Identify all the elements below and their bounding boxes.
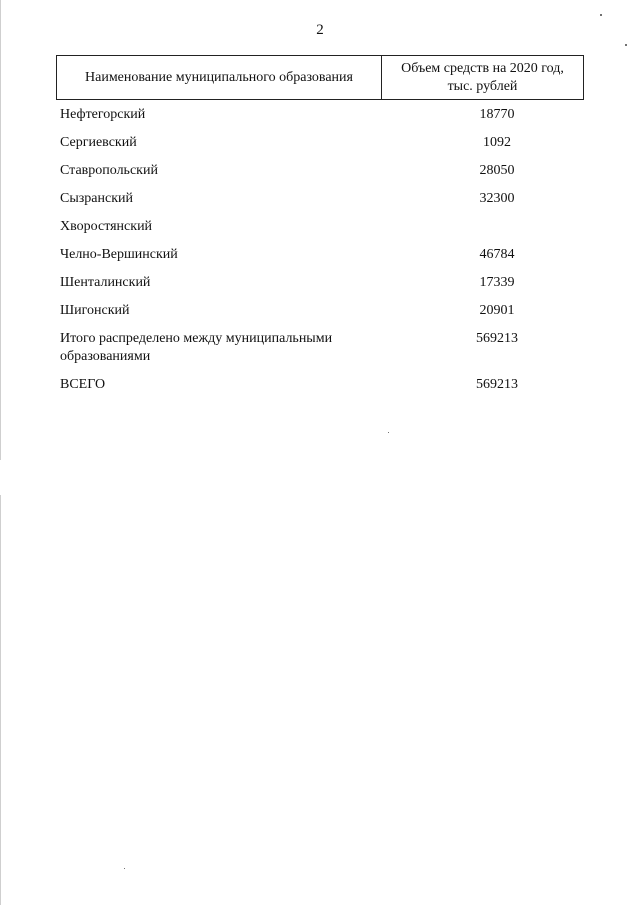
municipality-name: Челно-Вершинский bbox=[60, 247, 178, 262]
scan-speck bbox=[625, 44, 627, 46]
municipality-name: Нефтегорский bbox=[60, 107, 146, 122]
municipality-name: Шигонский bbox=[60, 303, 130, 318]
municipality-name: Сергиевский bbox=[60, 135, 137, 150]
scan-speck bbox=[124, 868, 125, 869]
funding-amount: 17339 bbox=[479, 275, 515, 290]
municipality-name: Шенталинский bbox=[60, 275, 151, 290]
funding-amount bbox=[370, 218, 580, 246]
funding-amount: 1092 bbox=[483, 135, 511, 150]
table-header bbox=[56, 55, 584, 100]
subtotal-label-line2: образованиями bbox=[60, 349, 151, 364]
table-row bbox=[60, 162, 580, 190]
subtotal-row bbox=[60, 330, 580, 376]
header-funding-amount-line1: Объем средств на 2020 год, bbox=[401, 60, 564, 76]
total-label: ВСЕГО bbox=[60, 377, 106, 392]
header-municipality-name: Наименование муниципального образования bbox=[57, 56, 382, 99]
table-row bbox=[60, 274, 580, 302]
funding-amount: 18770 bbox=[479, 107, 515, 122]
table-body bbox=[60, 106, 580, 404]
funding-amount: 20901 bbox=[479, 303, 515, 318]
table-row bbox=[60, 246, 580, 274]
funding-amount: 32300 bbox=[479, 191, 515, 206]
page-number: 2 bbox=[316, 22, 324, 38]
subtotal-label-line1: Итого распределено между муниципальными bbox=[60, 331, 333, 346]
total-row bbox=[60, 376, 580, 404]
municipality-name: Ставропольский bbox=[60, 163, 158, 178]
table-row bbox=[60, 106, 580, 134]
subtotal-label bbox=[60, 330, 370, 376]
funding-amount: 28050 bbox=[479, 163, 515, 178]
funding-amount: 46784 bbox=[479, 247, 515, 262]
total-amount: 569213 bbox=[476, 377, 518, 392]
scan-edge-mark bbox=[0, 495, 1, 905]
scan-speck bbox=[600, 14, 602, 16]
table-row bbox=[60, 134, 580, 162]
header-funding-amount-line2: тыс. рублей bbox=[447, 78, 518, 94]
subtotal-amount: 569213 bbox=[476, 331, 518, 346]
scan-speck bbox=[388, 432, 389, 433]
municipality-name: Хворостянский bbox=[60, 219, 153, 234]
header-funding-amount bbox=[382, 56, 583, 99]
municipality-name: Сызранский bbox=[60, 191, 133, 206]
table-row bbox=[60, 302, 580, 330]
scan-edge-mark bbox=[0, 0, 1, 460]
table-row bbox=[60, 190, 580, 218]
table-row bbox=[60, 218, 580, 246]
